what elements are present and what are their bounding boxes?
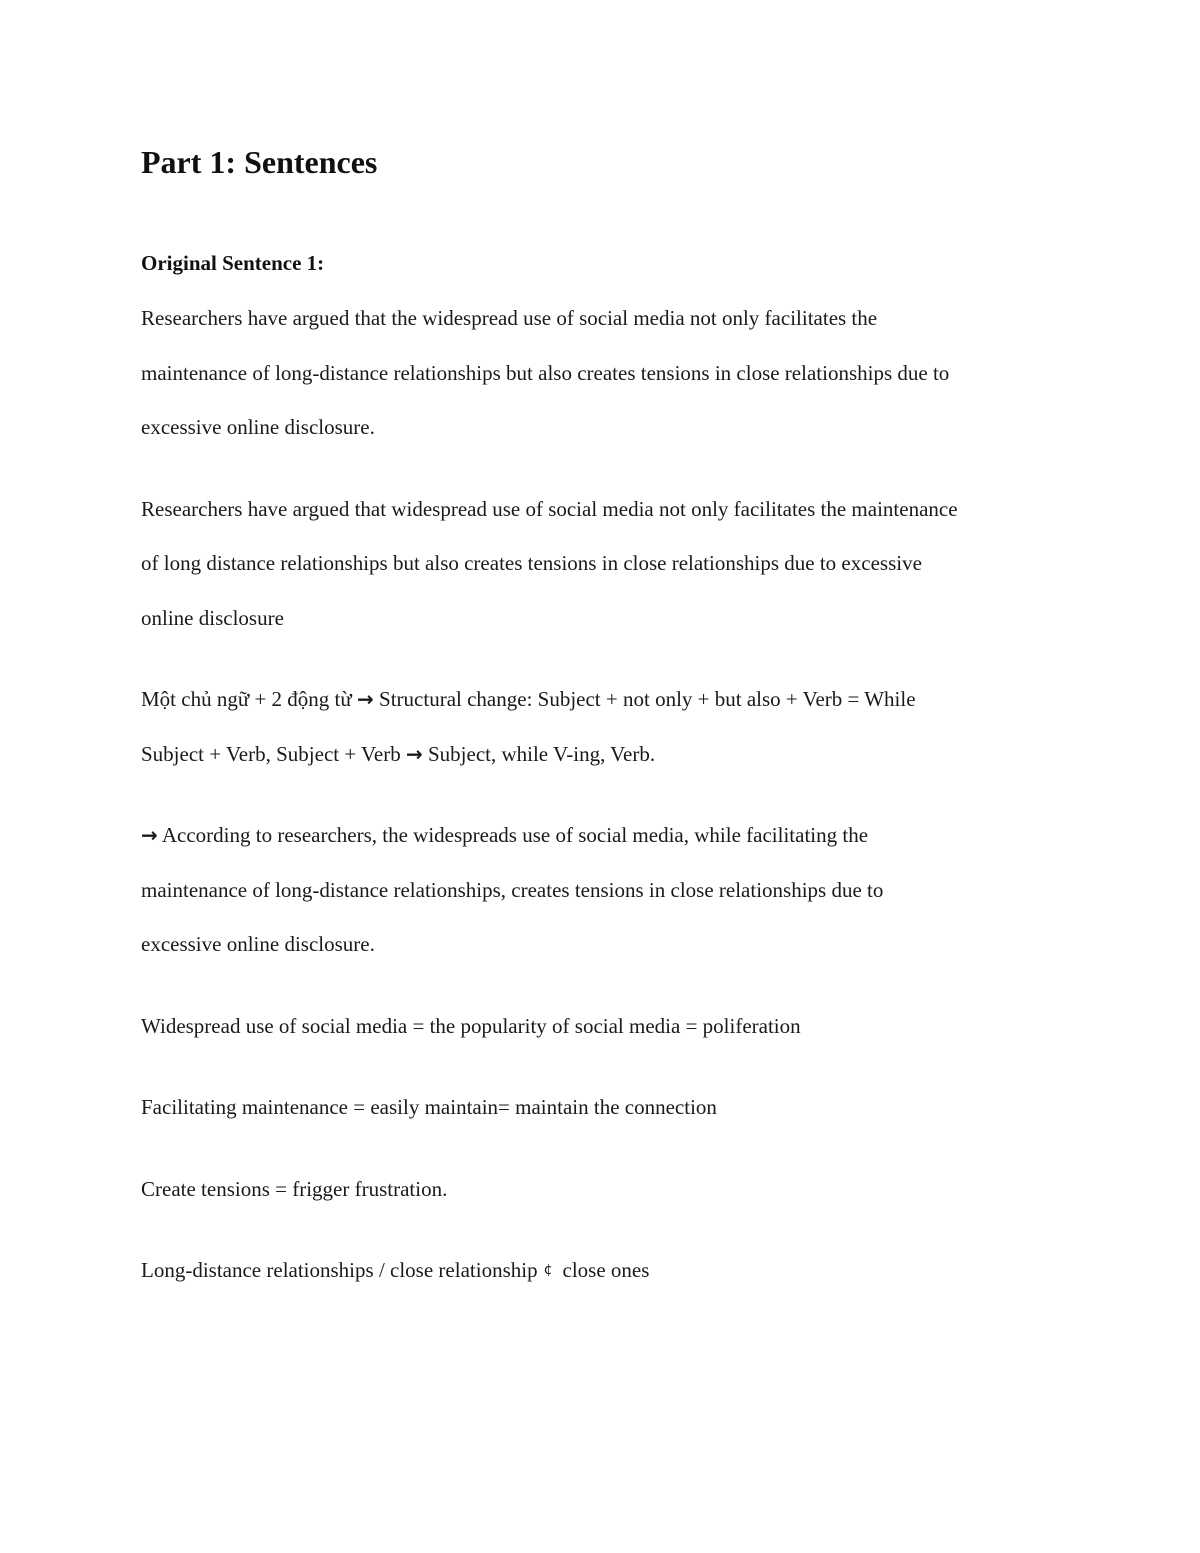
rewrite-text: According to researchers, the widespreads use of social media, while facilitating the xyxy=(157,823,869,847)
right-arrow-icon: → xyxy=(357,687,374,711)
structure-note-block xyxy=(141,672,1071,781)
rewrite-line xyxy=(141,808,1071,863)
right-arrow-icon: → xyxy=(405,741,423,766)
restated-sentence-line: online disclosure xyxy=(141,605,284,630)
section-subheading: Original Sentence 1: xyxy=(141,251,325,275)
original-sentence-line: Researchers have argued that the widespread use of social media not only facilitates the xyxy=(141,306,878,330)
rewrite-line: maintenance of long-distance relationships, creates tensions in close relationships due to xyxy=(141,877,884,902)
original-sentence-line: excessive online disclosure. xyxy=(141,415,375,439)
vocab-text: Long-distance relationships / close relationship xyxy=(141,1258,538,1282)
vocab-block xyxy=(141,999,1071,1298)
structure-note-text: Một chủ ngữ + 2 động từ xyxy=(141,687,358,711)
cent-symbol-icon: ¢ xyxy=(543,1262,553,1278)
restated-sentence-line: Researchers have argued that widespread use of social media not only facilitates the maintenance xyxy=(141,496,958,521)
structure-note-line xyxy=(141,672,1071,727)
original-sentence-line: maintenance of long-distance relationships but also creates tensions in close relationships due to xyxy=(141,360,950,385)
original-sentence-block xyxy=(141,291,1071,455)
vocab-line: Widespread use of social media = the popularity of social media = poliferation xyxy=(141,1013,801,1038)
vocab-line: Facilitating maintenance = easily maintain= maintain the connection xyxy=(141,1095,717,1119)
page-title: Part 1: Sentences xyxy=(141,144,378,180)
restated-sentence-line: of long distance relationships but also creates tensions in close relationships due to excessive xyxy=(141,551,922,575)
restated-sentence-block xyxy=(141,482,1071,646)
structure-note-line xyxy=(141,727,1071,782)
vocab-text: close ones xyxy=(562,1258,650,1282)
vocab-line: Create tensions = frigger frustration. xyxy=(141,1176,448,1201)
vocab-line xyxy=(141,1243,1071,1298)
document-content xyxy=(141,138,1071,1298)
right-arrow-icon: → xyxy=(141,823,158,847)
structure-note-text: Subject + Verb, Subject + Verb xyxy=(141,741,406,766)
rewrite-line: excessive online disclosure. xyxy=(141,932,375,956)
structure-note-text: Subject, while V-ing, Verb. xyxy=(422,741,656,766)
structure-note-text: Structural change: Subject + not only + but also + Verb = While xyxy=(373,687,916,711)
rewrite-block xyxy=(141,808,1071,972)
